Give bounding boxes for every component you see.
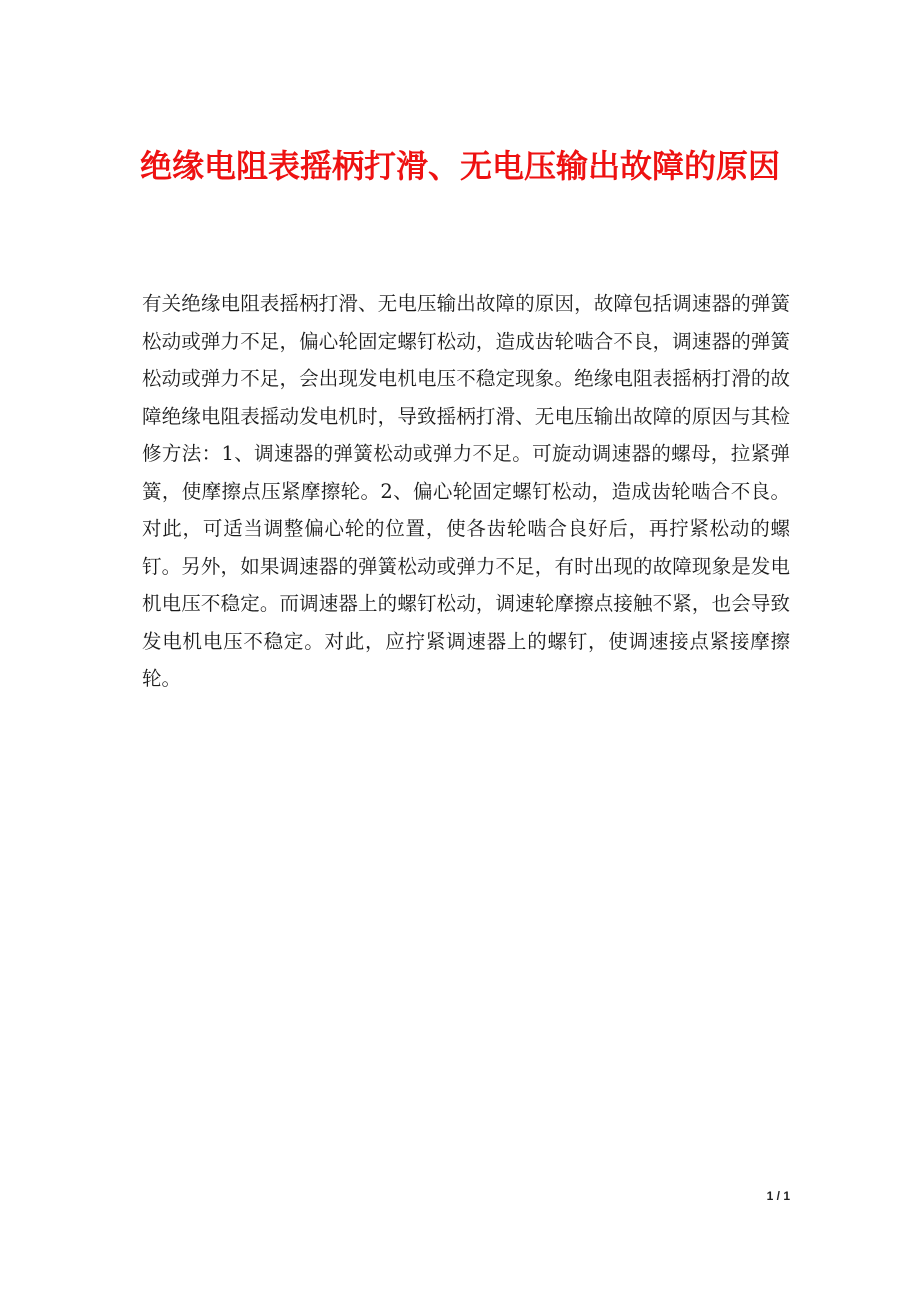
document-body: 有关绝缘电阻表摇柄打滑、无电压输出故障的原因，故障包括调速器的弹簧松动或弹力不足，偏心轮固定螺钉松动，造成齿轮啮合不良，调速器的弹簧松动或弹力不足，会出现发电机电压不稳定现象。绝缘电阻表摇柄打滑的故障绝缘电阻表摇动发电机时，导致摇柄打滑、无电压输出故障的原因与其检修方法：1、调速器的弹簧松动或弹力不足。可旋动调速器的螺母，拉紧弹簧，使摩擦点压紧摩擦轮。2、偏心轮固定螺钉松动，造成齿轮啮合不良。对此，可适当调整偏心轮的位置，使各齿轮啮合良好后，再拧紧松动的螺钉。另外，如果调速器的弹簧松动或弹力不足，有时出现的故障现象是发电机电压不稳定。而调速器上的螺钉松动，调速轮摩擦点接触不紧，也会导致发电机电压不稳定。对此，应拧紧调速器上的螺钉，使调速接点紧接摩擦轮。 [142,292,790,690]
page-number: 1 / 1 [766,1189,790,1203]
document-title: 绝缘电阻表摇柄打滑、无电压输出故障的原因 [139,147,780,185]
